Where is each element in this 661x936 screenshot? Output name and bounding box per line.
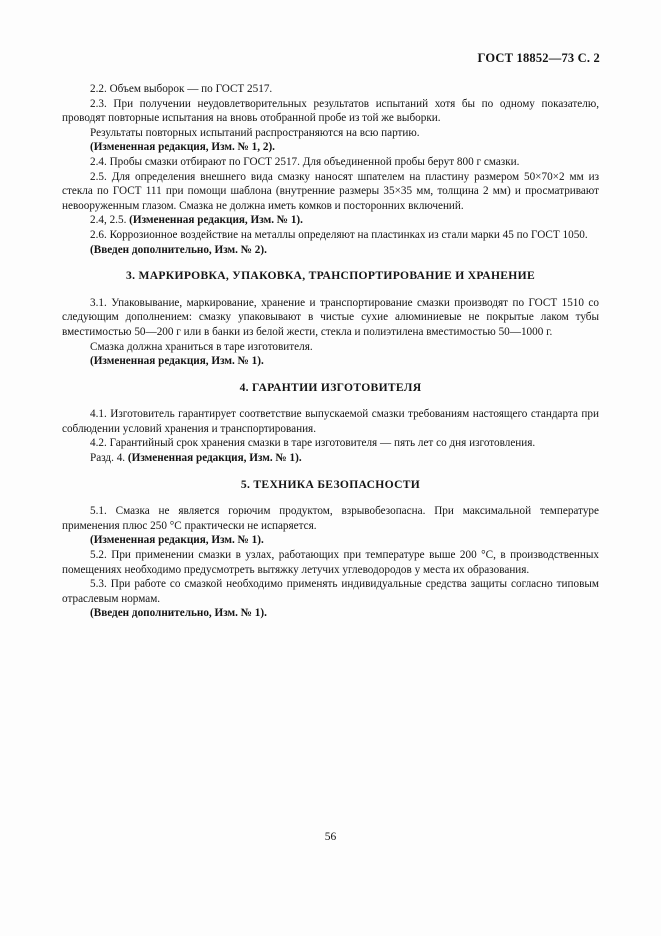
paragraph-2-4: 2.4. Пробы смазки отбирают по ГОСТ 2517. Для объединенной пробы берут 800 г смазки. [90, 155, 520, 168]
page-header-doc-ref: ГОСТ 18852—73 С. 2 [477, 51, 600, 65]
page-number: 56 [324, 831, 337, 843]
paragraph-2-6: 2.6. Коррозионное воздействие на металлы определяют на пластинках из стали марки 45 по ГОСТ 1050. [90, 228, 588, 241]
document-body [62, 82, 599, 621]
amendment-note [62, 243, 599, 258]
paragraph-5-2: 5.2. При применении смазки в узлах, работающих при температуре выше 200 °С, в производственных помещениях необходимо предусмотреть вытяжку летучих углеводородов у места их образования. [62, 549, 599, 576]
section-heading-3: 3. МАРКИРОВКА, УПАКОВКА, ТРАНСПОРТИРОВАНИЕ И ХРАНЕНИЕ [126, 269, 535, 283]
paragraph-4-1: 4.1. Изготовитель гарантирует соответствие выпускаемой смазки требованиям настоящего стандарта при соблюдении условий хранения и транспортирования. [62, 408, 599, 435]
section-heading-5: 5. ТЕХНИКА БЕЗОПАСНОСТИ [240, 477, 421, 491]
amendment-note [62, 140, 599, 155]
paragraph-2-3: 2.3. При получении неудовлетворительных результатов испытаний хотя бы по одному показателю, проводят повторные испытания на вновь отобранной пробе из той же выборки. [62, 97, 599, 125]
amendment-note [62, 606, 599, 621]
amendment-note-text: (Измененная редакция, Изм. № 1). [90, 355, 264, 368]
paragraph-2-3-continued: Результаты повторных испытаний распространяются на всю партию. [90, 126, 420, 139]
amendment-note [62, 354, 599, 369]
amendment-note-text: (Введен дополнительно, Изм. № 2). [90, 243, 267, 256]
paragraph-2-5: 2.5. Для определения внешнего вида смазку наносят шпателем на пластину размером 50×70×2 мм из стекла по ГОСТ 111 при помощи шаблона (внутренние размеры 35×35 мм, толщина 2 мм) и просматривают невооруженным глазом. Смазка не должна иметь комков и посторонних включений. [62, 170, 599, 212]
amendment-note-text: (Измененная редакция, Изм. № 1). [127, 452, 302, 465]
paragraph-3-1-continued: Смазка должна храниться в таре изготовителя. [90, 340, 313, 353]
amendment-note-text: (Введен дополнительно, Изм. № 1). [90, 607, 267, 620]
amendment-note-text: (Измененная редакция, Изм. № 1). [90, 534, 264, 547]
paragraph-5-3: 5.3. При работе со смазкой необходимо применять индивидуальные средства защиты согласно типовым отраслевым нормам. [62, 578, 599, 605]
paragraph-2-2: 2.2. Объем выборок — по ГОСТ 2517. [90, 83, 273, 95]
section-heading-4: 4. ГАРАНТИИ ИЗГОТОВИТЕЛЯ [239, 380, 422, 394]
amendment-note [62, 213, 599, 228]
paragraph-5-1: 5.1. Смазка не является горючим продуктом, взрывобезопасна. При максимальной температуре применения плюс 250 °С практически не испаряется. [62, 505, 599, 532]
amendment-prefix: 2.4, 2.5. [90, 214, 130, 227]
paragraph-4-2: 4.2. Гарантийный срок хранения смазки в таре изготовителя — пять лет со дня изготовления. [90, 437, 536, 450]
amendment-note-text: (Измененная редакция, Изм. № 1). [129, 214, 303, 227]
amendment-note-text: (Измененная редакция, Изм. № 1, 2). [90, 141, 275, 154]
amendment-prefix: Разд. 4. [90, 452, 128, 465]
amendment-note [62, 533, 599, 548]
paragraph-3-1: 3.1. Упаковывание, маркирование, хранение и транспортирование смазки производят по ГОСТ 1510 со следующим дополнением: смазку упаковывают в чистые сухие алюминиевые не покрытые лаком тубы вместимостью 50—200 г или в банки из белой жести, стекла и полиэтилена вместимостью 50—1000 г. [62, 296, 599, 338]
amendment-note [62, 451, 599, 466]
